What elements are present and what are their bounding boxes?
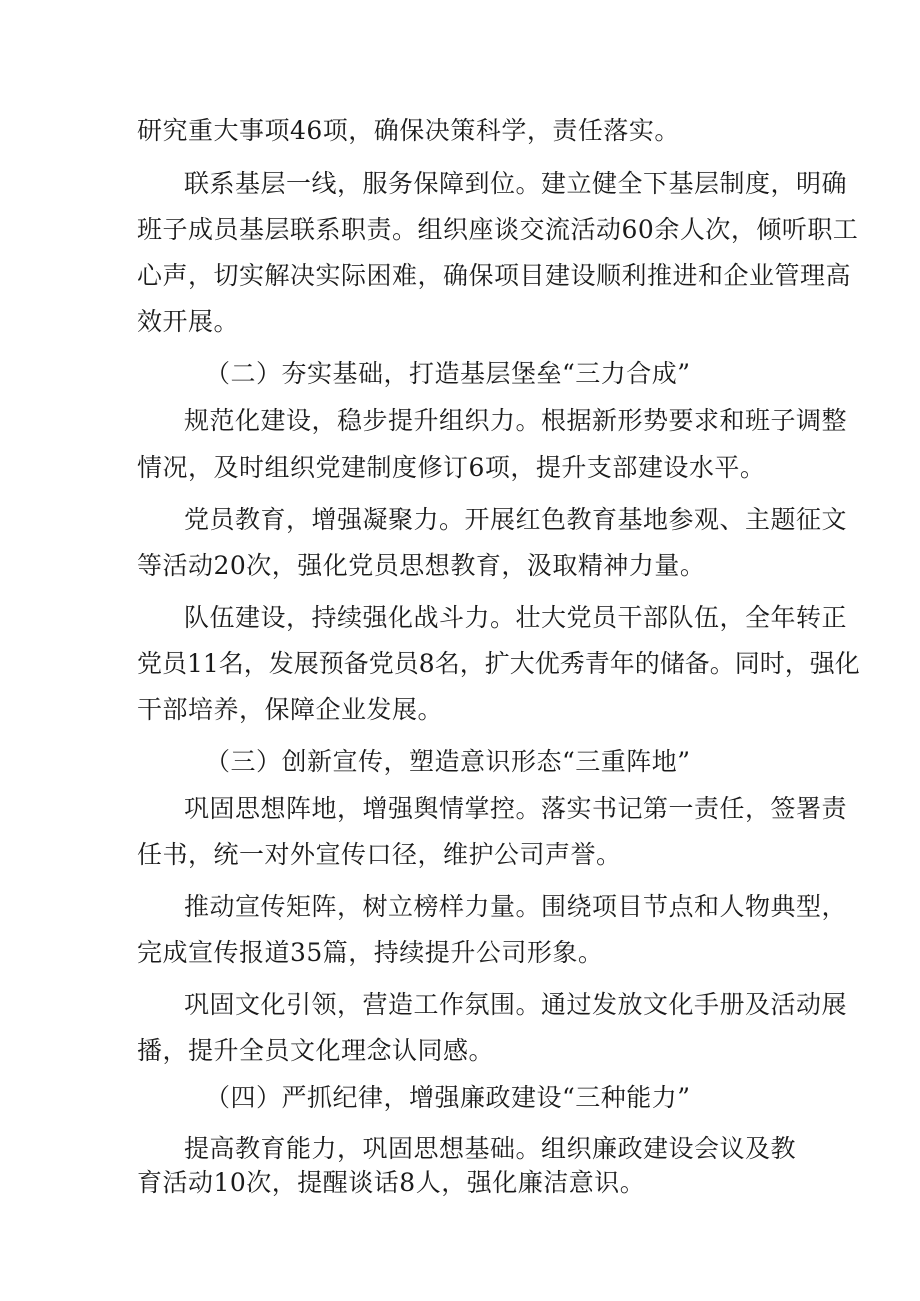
paragraph-line: 巩固思想阵地，增强舆情掌控。落实书记第一责任，签署责 [184, 794, 848, 823]
paragraph-line: 党员11名，发展预备党员8名，扩大优秀青年的储备。同时，强化 [137, 649, 860, 678]
paragraph-line: 党员教育，增强凝聚力。开展红色教育基地参观、主题征文 [184, 505, 848, 534]
section-heading: （四）严抓纪律，增强廉政建设“三种能力” [205, 1083, 691, 1112]
paragraph-line: 班子成员基层联系职责。组织座谈交流活动60余人次，倾听职工 [137, 215, 859, 244]
paragraph-line: 提高教育能力，巩固思想基础。组织廉政建设会议及教 [184, 1134, 797, 1163]
paragraph-line: 队伍建设，持续强化战斗力。壮大党员干部队伍，全年转正 [184, 603, 848, 632]
paragraph-line: 等活动20次，强化党员思想教育，汲取精神力量。 [137, 551, 706, 580]
paragraph-line: 情况，及时组织党建制度修订6项，提升支部建设水平。 [137, 453, 766, 482]
paragraph-line: 任书，统一对外宣传口径，维护公司声誉。 [137, 840, 622, 869]
paragraph-line: 完成宣传报道35篇，持续提升公司形象。 [137, 938, 604, 967]
paragraph-line: 效开展。 [137, 307, 240, 336]
section-heading: （二）夯实基础，打造基层堡垒“三力合成” [205, 359, 691, 388]
paragraph-line: 育活动10次，提醒谈话8人，强化廉洁意识。 [137, 1168, 646, 1197]
paragraph-line: 巩固文化引领，营造工作氛围。通过发放文化手册及活动展 [184, 990, 848, 1019]
section-heading: （三）创新宣传，塑造意识形态“三重阵地” [205, 747, 691, 776]
paragraph-line: 推动宣传矩阵，树立榜样力量。围绕项目节点和人物典型， [184, 892, 848, 921]
paragraph-line: 干部培养，保障企业发展。 [137, 695, 444, 724]
paragraph-line: 研究重大事项46项，确保决策科学，责任落实。 [137, 116, 680, 145]
paragraph-line: 播，提升全员文化理念认同感。 [137, 1036, 495, 1065]
paragraph-line: 心声，切实解决实际困难，确保项目建设顺利推进和企业管理高 [137, 261, 852, 290]
paragraph-line: 联系基层一线，服务保障到位。建立健全下基层制度，明确 [184, 169, 848, 198]
paragraph-line: 规范化建设，稳步提升组织力。根据新形势要求和班子调整 [184, 406, 848, 435]
